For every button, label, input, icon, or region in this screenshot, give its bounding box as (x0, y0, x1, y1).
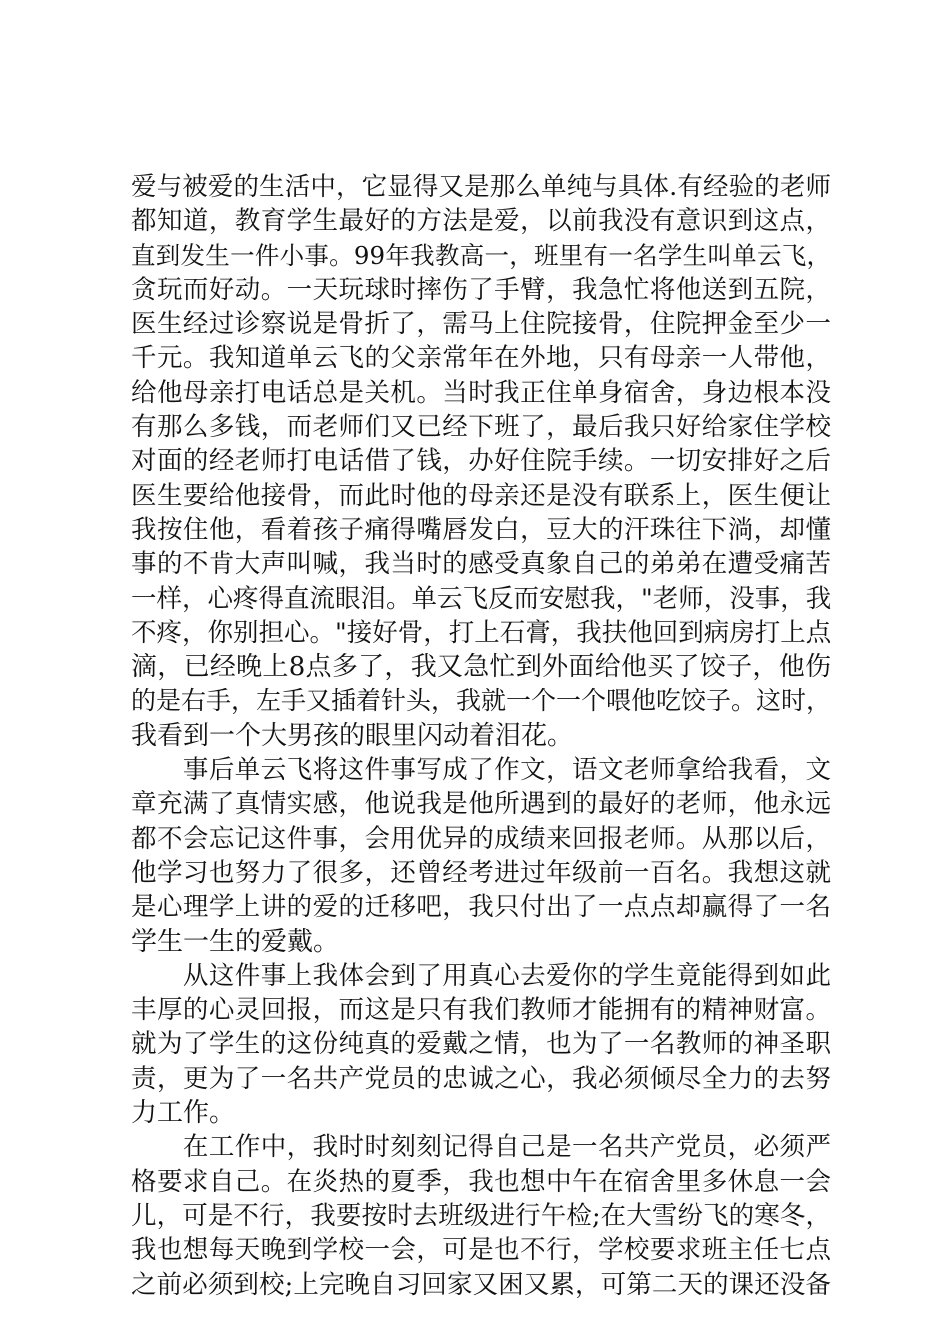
text-line: 给他母亲打电话总是关机。当时我正住单身宿舍，身边根本没 (131, 377, 831, 408)
text-line: 责，更为了一名共产党员的忠诚之心，我必须倾尽全力的去努 (131, 1063, 831, 1094)
text-line: 的是右手，左手又插着针头，我就一个一个喂他吃饺子。这时， (131, 686, 832, 716)
document-page (131, 170, 831, 1302)
text-line: 我看到一个大男孩的眼里闪动着泪花。 (131, 720, 574, 751)
text-line: 都知道，教育学生最好的方法是爱，以前我没有意识到这点， (131, 206, 831, 237)
text-line: 一样，心疼得直流眼泪。单云飞反而安慰我，"老师，没事，我 (131, 583, 832, 614)
text-line: 我也想每天晚到学校一会，可是也不行，学校要求班主任七点 (131, 1235, 831, 1266)
text-line: 在工作中，我时时刻刻记得自己是一名共产党员，必须严 (131, 1132, 831, 1163)
text-line: 力工作。 (131, 1098, 236, 1129)
text-line: 章充满了真情实感，他说我是他所遇到的最好的老师，他永远 (131, 789, 831, 820)
text-line: 他学习也努力了很多，还曾经考进过年级前一百名。我想这就 (131, 857, 831, 888)
text-line: 就为了学生的这份纯真的爱戴之情，也为了一名教师的神圣职 (131, 1029, 831, 1060)
text-line: 格要求自己。在炎热的夏季，我也想中午在宿舍里多休息一会 (131, 1166, 831, 1197)
text-line: 有那么多钱，而老师们又已经下班了，最后我只好给家住学校 (131, 412, 831, 443)
text-line: 学生一生的爱戴。 (131, 926, 340, 957)
text-line: 爱与被爱的生活中，它显得又是那么单纯与具体.有经验的老师 (131, 172, 831, 202)
text-line: 事后单云飞将这件事写成了作文，语文老师拿给我看，文 (131, 755, 831, 786)
text-line: 医生要给他接骨，而此时他的母亲还是没有联系上，医生便让 (131, 480, 831, 511)
text-line: 我按住他，看着孩子痛得嘴唇发白，豆大的汗珠往下淌，却懂 (131, 514, 831, 545)
text-line: 儿，可是不行，我要按时去班级进行午检;在大雪纷飞的寒冬， (131, 1200, 831, 1231)
text-line: 不疼，你别担心。"接好骨，打上石膏，我扶他回到病房打上点 (131, 617, 832, 648)
text-line: 从这件事上我体会到了用真心去爱你的学生竟能得到如此 (131, 960, 831, 991)
text-line: 都不会忘记这件事，会用优异的成绩来回报老师。从那以后， (131, 823, 831, 854)
text-line: 滴，已经晚上8点多了，我又急忙到外面给他买了饺子，他伤 (131, 652, 831, 683)
text-line: 对面的经老师打电话借了钱，办好住院手续。一切安排好之后 (131, 446, 831, 477)
text-line: 贪玩而好动。一天玩球时摔伤了手臂，我急忙将他送到五院， (131, 274, 831, 305)
text-line: 事的不肯大声叫喊，我当时的感受真象自己的弟弟在遭受痛苦 (131, 549, 831, 580)
text-line: 丰厚的心灵回报，而这是只有我们教师才能拥有的精神财富。 (131, 995, 831, 1026)
text-line: 是心理学上讲的爱的迁移吧，我只付出了一点点却赢得了一名 (131, 892, 831, 923)
text-line: 之前必须到校;上完晚自习回家又困又累，可第二天的课还没备 (131, 1269, 831, 1300)
text-line: 医生经过诊察说是骨折了，需马上住院接骨，住院押金至少一 (131, 309, 831, 340)
text-line: 千元。我知道单云飞的父亲常年在外地，只有母亲一人带他， (131, 343, 831, 374)
text-line: 直到发生一件小事。99年我教高一，班里有一名学生叫单云飞， (131, 240, 831, 270)
